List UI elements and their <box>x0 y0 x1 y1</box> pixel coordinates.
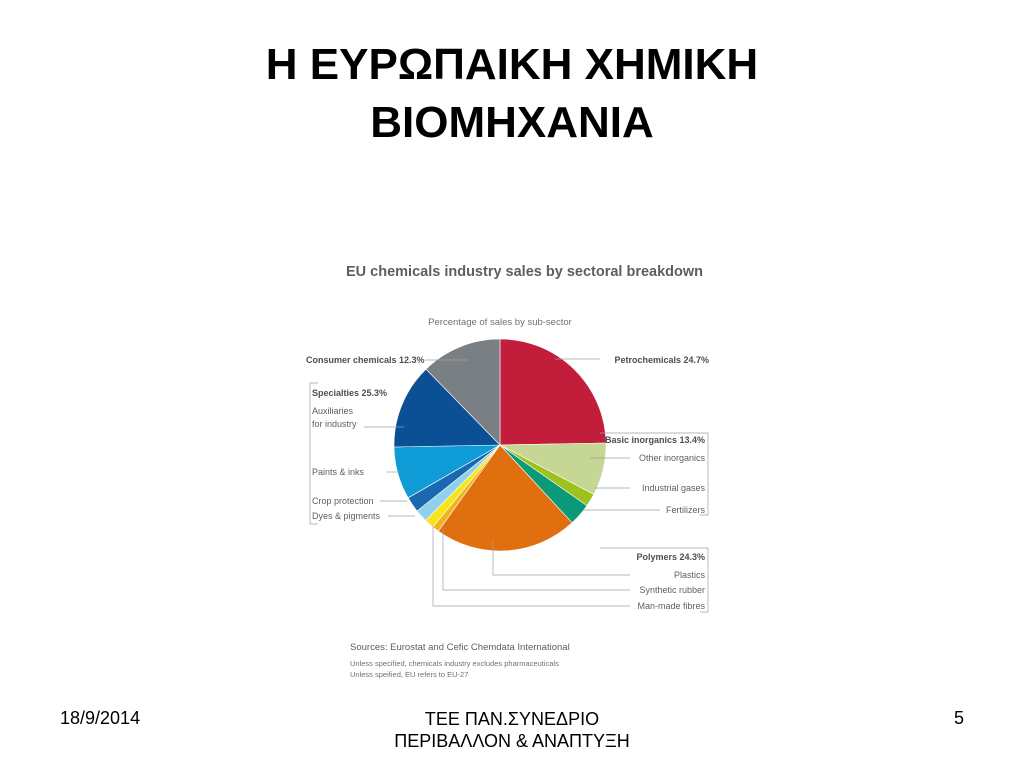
label-polymers: Polymers 24.3% <box>636 552 705 562</box>
chart-title: EU chemicals industry sales by sectoral breakdown <box>346 264 704 280</box>
label-fertilizers: Fertilizers <box>665 505 705 515</box>
slide-title <box>0 36 1024 152</box>
chart-subtitle: Percentage of sales by sub-sector <box>428 317 572 328</box>
label-consumer-chemicals: Consumer chemicals 12.3% <box>306 355 425 365</box>
label-crop-protection: Crop protection <box>312 496 374 506</box>
label-auxiliaries <box>312 406 357 429</box>
footer-date: 18/9/2014 <box>60 708 141 728</box>
label-industrial-gases: Industrial gases <box>641 483 705 493</box>
footer-event-line-1: ΤΕΕ ΠΑΝ.ΣΥΝΕΔΡΙΟ <box>424 709 600 729</box>
label-auxiliaries-line-1: Auxiliaries <box>312 406 354 416</box>
label-paints-inks: Paints & inks <box>312 467 365 477</box>
label-petrochemicals: Petrochemicals 24.7% <box>614 355 709 365</box>
label-basic-inorganics: Basic inorganics 13.4% <box>604 435 705 445</box>
chart-note-2: Unless speified, EU refers to EU-27 <box>350 670 469 679</box>
label-other-inorganics: Other inorganics <box>638 453 705 463</box>
label-dyes-pigments: Dyes & pigments <box>312 511 381 521</box>
page-number: 5 <box>953 708 964 728</box>
label-synthetic-rubber: Synthetic rubber <box>639 585 705 595</box>
label-specialties: Specialties 25.3% <box>312 388 388 398</box>
footer-event-line-2: ΠΕΡΙΒΑΛΛΟΝ & ΑΝΑΠΤΥΞΗ <box>394 731 630 751</box>
slide-title-line-2: ΒΙΟΜΗΧΑΝΙΑ <box>370 98 654 147</box>
footer-event <box>312 708 712 752</box>
slide-title-line-1: Η ΕΥΡΩΠΑΙΚΗ ΧΗΜΙΚΗ <box>265 40 759 89</box>
label-auxiliaries-line-2: for industry <box>312 419 357 429</box>
chart-sources: Sources: Eurostat and Cefic Chemdata International <box>350 642 570 653</box>
label-man-made-fibres: Man-made fibres <box>637 601 705 611</box>
pie-slice-petrochemicals <box>500 339 606 445</box>
label-plastics: Plastics <box>673 570 705 580</box>
pie-slices <box>394 339 606 551</box>
chart-note-1: Unless specified, chemicals industry excludes pharmaceuticals <box>350 659 559 668</box>
sector-pie-chart <box>300 250 730 690</box>
